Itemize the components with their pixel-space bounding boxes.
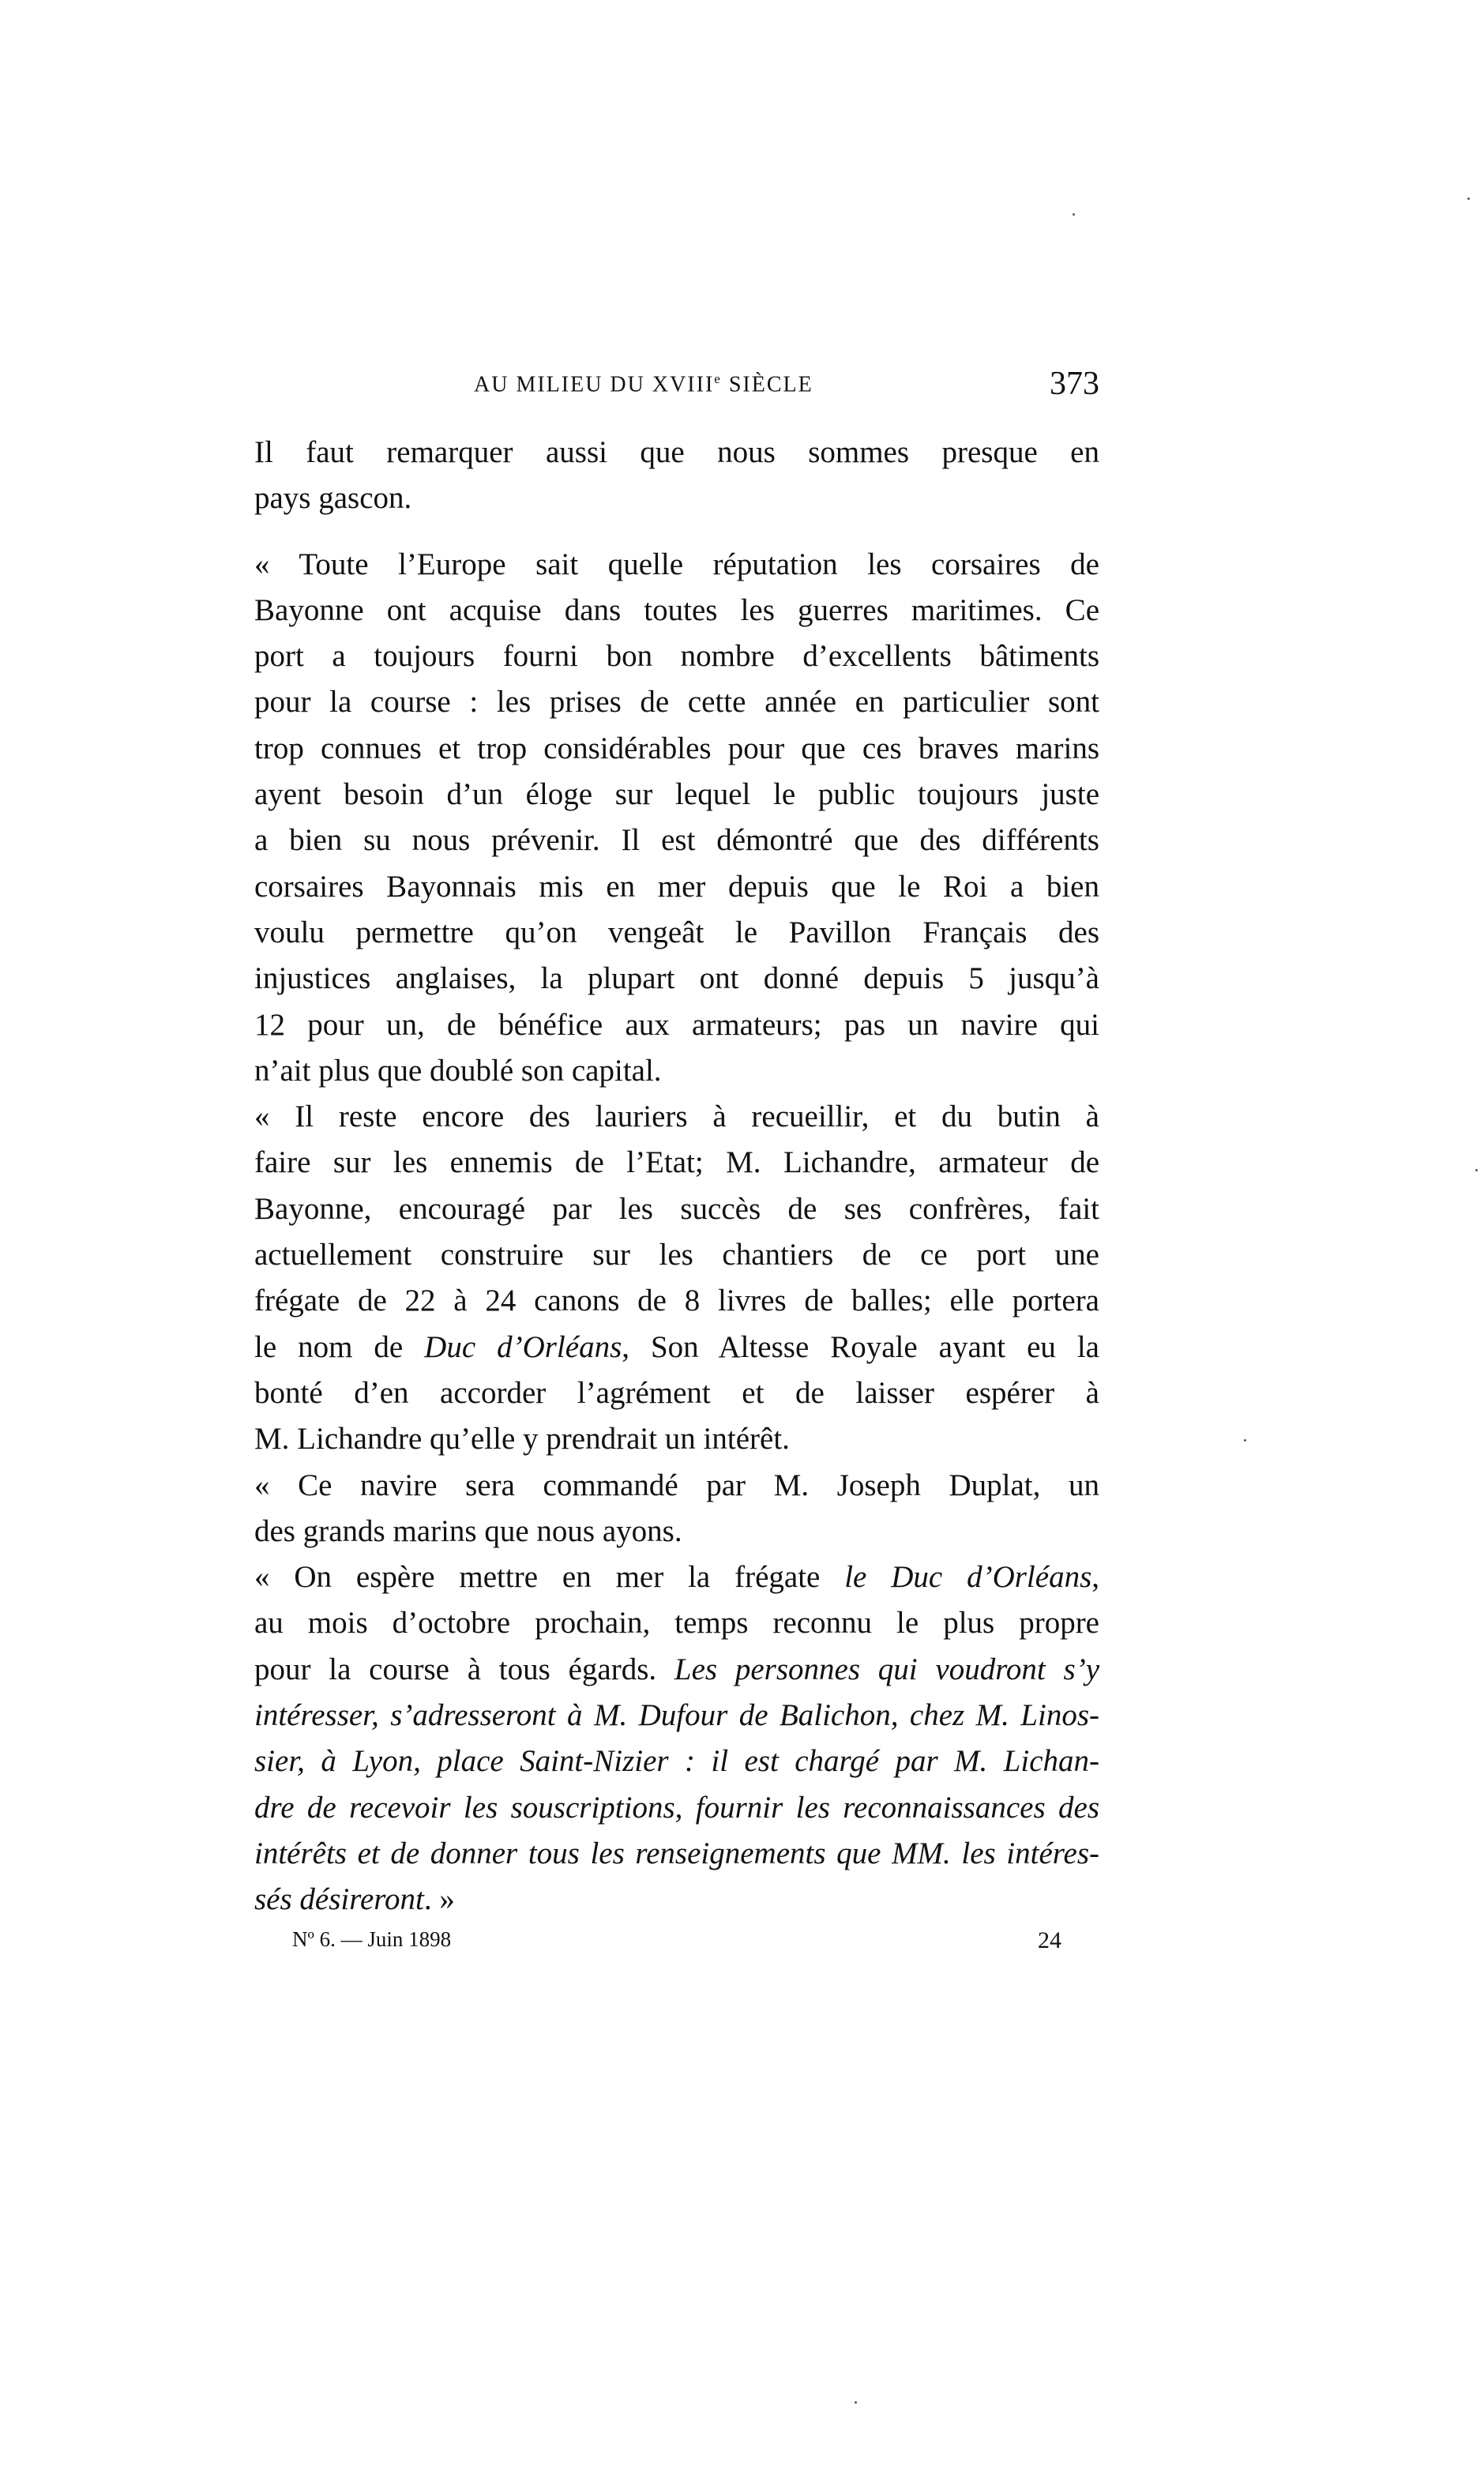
- text-line: [254, 1693, 1099, 1739]
- italic-text: intéresser, s’adresseront à M. Dufour de Balichon, chez M. Linos-: [254, 1698, 1099, 1733]
- text-line: [254, 1877, 1099, 1923]
- text-segment: Il faut remarquer aussi que nous sommes presque en: [254, 435, 1099, 469]
- sheet-number: 24: [1038, 1927, 1061, 1953]
- text-line: [254, 1140, 1099, 1186]
- text-segment: des grands marins que nous ayons.: [254, 1513, 682, 1548]
- text-line: [254, 726, 1099, 772]
- text-segment: au mois d’octobre prochain, temps reconnu le plus propre: [254, 1606, 1099, 1641]
- text-line: [254, 1370, 1099, 1416]
- text-segment: ayent besoin d’un éloge sur lequel le public toujours juste: [254, 777, 1099, 812]
- running-title-text: AU MILIEU DU XVIII: [474, 372, 715, 397]
- italic-text: sier, à Lyon, place Saint-Nizier : il est chargé par M. Lichan-: [254, 1744, 1099, 1779]
- text-line: [254, 1002, 1099, 1048]
- text-segment: ,: [1091, 1560, 1099, 1595]
- text-segment: 12 pour un, de bénéfice aux armateurs; pas un navire qui: [254, 1007, 1099, 1042]
- text-segment: pays gascon.: [254, 481, 412, 516]
- scan-speck: [1475, 1169, 1478, 1171]
- issue-signature: Nº 6. — Juin 1898: [292, 1927, 452, 1951]
- text-segment: , Son Altesse Royale ayant eu la: [622, 1329, 1099, 1364]
- text-line: [254, 1739, 1099, 1784]
- text-segment: frégate de 22 à 24 canons de 8 livres de balles; elle portera: [254, 1284, 1099, 1318]
- text-line: [254, 1048, 1099, 1094]
- text-segment: M. Lichandre qu’elle y prendrait un intérêt.: [254, 1422, 790, 1457]
- text-segment: . »: [423, 1882, 455, 1917]
- text-line: [254, 1831, 1099, 1877]
- text-segment: trop connues et trop considérables pour que ces braves marins: [254, 731, 1099, 765]
- italic-text: Les personnes qui voudront s’y: [674, 1652, 1100, 1686]
- italic-text: Duc d’Orléans: [424, 1329, 622, 1364]
- text-line: [254, 542, 1099, 588]
- text-line: [254, 1463, 1099, 1509]
- text-line: [254, 1509, 1099, 1554]
- text-segment: Bayonne, encouragé par les succès de ses confrères, fait: [254, 1191, 1099, 1226]
- text-line: [254, 1554, 1099, 1600]
- page-number: 373: [1050, 366, 1099, 402]
- text-line: [254, 633, 1099, 679]
- text-segment: a bien su nous prévenir. Il est démontré que des différents: [254, 823, 1099, 858]
- text-segment: « Toute l’Europe sait quelle réputation les corsaires de: [254, 547, 1099, 581]
- text-segment: Bayonne ont acquise dans toutes les guerres maritimes. Ce: [254, 592, 1099, 627]
- text-line: [254, 1647, 1099, 1693]
- text-line: [254, 1325, 1099, 1370]
- text-segment: voulu permettre qu’on vengeât le Pavillon Français des: [254, 915, 1099, 949]
- text-line: [254, 1785, 1099, 1831]
- text-segment: faire sur les ennemis de l’Etat; M. Lichandre, armateur de: [254, 1145, 1099, 1180]
- text-line: [254, 476, 1099, 521]
- italic-text: intérêts et de donner tous les renseignements que MM. les intéres-: [254, 1836, 1099, 1870]
- text-segment: bonté d’en accorder l’agrément et de laisser espérer à: [254, 1375, 1099, 1410]
- running-title-superscript: e: [714, 371, 722, 386]
- text-segment: « On espère mettre en mer la frégate: [254, 1560, 845, 1595]
- running-title: [474, 371, 813, 397]
- text-segment: « Ce navire sera commandé par M. Joseph Duplat, un: [254, 1468, 1099, 1502]
- text-line: [254, 772, 1099, 818]
- text-line: [254, 1600, 1099, 1646]
- text-segment: « Il reste encore des lauriers à recueillir, et du butin à: [254, 1100, 1099, 1134]
- italic-text: dre de recevoir les souscriptions, fournir les reconnaissances des: [254, 1790, 1099, 1825]
- text-line: [254, 430, 1099, 476]
- italic-text: sés désireront: [254, 1882, 424, 1917]
- text-line: [254, 1094, 1099, 1140]
- text-line: [254, 956, 1099, 1002]
- scan-speck: [1467, 197, 1470, 200]
- italic-text: le Duc d’Orléans: [844, 1560, 1092, 1595]
- text-segment: pour la course : les prises de cette année en particulier sont: [254, 685, 1099, 720]
- text-segment: pour la course à tous égards.: [254, 1652, 674, 1686]
- body-text: [254, 430, 1099, 1923]
- text-line: [254, 818, 1099, 863]
- text-segment: actuellement construire sur les chantiers de ce port une: [254, 1238, 1099, 1272]
- text-segment: le nom de: [254, 1329, 425, 1364]
- text-line: [254, 1232, 1099, 1278]
- text-line: [254, 910, 1099, 956]
- text-line: [254, 588, 1099, 633]
- text-segment: n’ait plus que doublé son capital.: [254, 1053, 662, 1088]
- scan-speck: [855, 2401, 857, 2404]
- text-line: [254, 864, 1099, 910]
- text-segment: injustices anglaises, la plupart ont donné depuis 5 jusqu’à: [254, 961, 1099, 996]
- text-line: [254, 1186, 1099, 1232]
- scan-speck: [1073, 213, 1075, 216]
- running-head: [254, 365, 1099, 404]
- running-title-text-end: SIÈCLE: [721, 372, 813, 397]
- text-line: [254, 1278, 1099, 1324]
- text-line: [254, 679, 1099, 725]
- scan-speck: [1244, 1439, 1246, 1442]
- text-segment: corsaires Bayonnais mis en mer depuis que le Roi a bien: [254, 869, 1099, 904]
- page-footer: [254, 1927, 1099, 1959]
- text-line: [254, 1416, 1099, 1462]
- text-segment: port a toujours fourni bon nombre d’excellents bâtiments: [254, 639, 1099, 674]
